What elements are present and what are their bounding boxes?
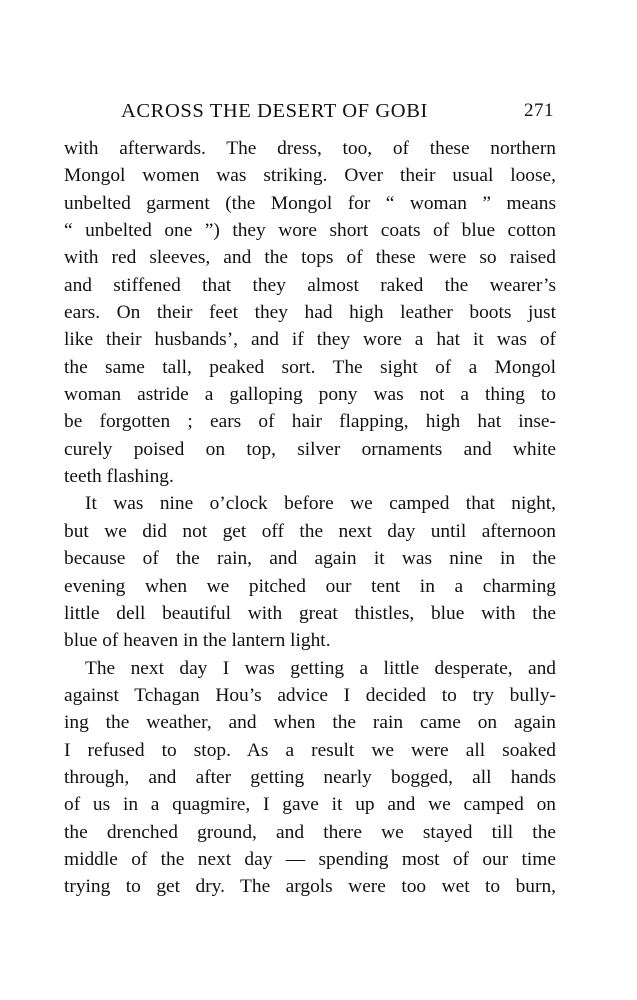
- text-line: blue of heaven in the lantern light.: [64, 630, 331, 652]
- text-line: I refused to stop. As a result we were all soaked: [64, 739, 556, 761]
- text-line: “ unbelted one ”) they wore short coats of blue cotton: [64, 220, 556, 242]
- book-page: [64, 100, 556, 901]
- text-line: because of the rain, and again it was nine in the: [64, 548, 556, 570]
- text-line: ears. On their feet they had high leather boots just: [64, 302, 556, 324]
- text-line: through, and after getting nearly bogged, all hands: [64, 766, 556, 788]
- text-line: The next day I was getting a little desperate, and: [85, 657, 556, 679]
- text-line: little dell beautiful with great thistles, blue with the: [64, 602, 556, 624]
- text-line: like their husbands’, and if they wore a hat it was of: [64, 329, 556, 351]
- text-line: with red sleeves, and the tops of these were so raised: [64, 247, 556, 269]
- text-line: woman astride a galloping pony was not a thing to: [64, 384, 556, 406]
- text-line: and stiffened that they almost raked the wearer’s: [64, 274, 556, 296]
- text-line: against Tchagan Hou’s advice I decided to try bully-: [64, 684, 556, 706]
- text-line: be forgotten ; ears of hair flapping, high hat inse-: [64, 411, 556, 433]
- body-text: [64, 135, 556, 901]
- text-line: unbelted garment (the Mongol for “ woman ” means: [64, 192, 556, 214]
- text-line: of us in a quagmire, I gave it up and we camped on: [64, 794, 556, 816]
- text-line: Mongol women was striking. Over their usual loose,: [64, 165, 556, 187]
- text-line: teeth flashing.: [64, 466, 174, 488]
- text-line: the drenched ground, and there we stayed till the: [64, 821, 556, 843]
- text-line: but we did not get off the next day until afternoon: [64, 520, 556, 542]
- text-line: evening when we pitched our tent in a charming: [64, 575, 556, 597]
- text-line: with afterwards. The dress, too, of these northern: [64, 138, 556, 159]
- page-number: 271: [524, 100, 554, 121]
- running-head: [64, 100, 556, 130]
- text-line: the same tall, peaked sort. The sight of a Mongol: [64, 356, 556, 378]
- text-line: middle of the next day — spending most of our time: [64, 848, 556, 870]
- running-title: ACROSS THE DESERT OF GOBI: [121, 100, 428, 122]
- text-line: It was nine o’clock before we camped that night,: [85, 493, 556, 515]
- text-line: curely poised on top, silver ornaments and white: [64, 438, 556, 460]
- text-line: ing the weather, and when the rain came on again: [64, 712, 556, 734]
- text-line: trying to get dry. The argols were too wet to burn,: [64, 876, 556, 898]
